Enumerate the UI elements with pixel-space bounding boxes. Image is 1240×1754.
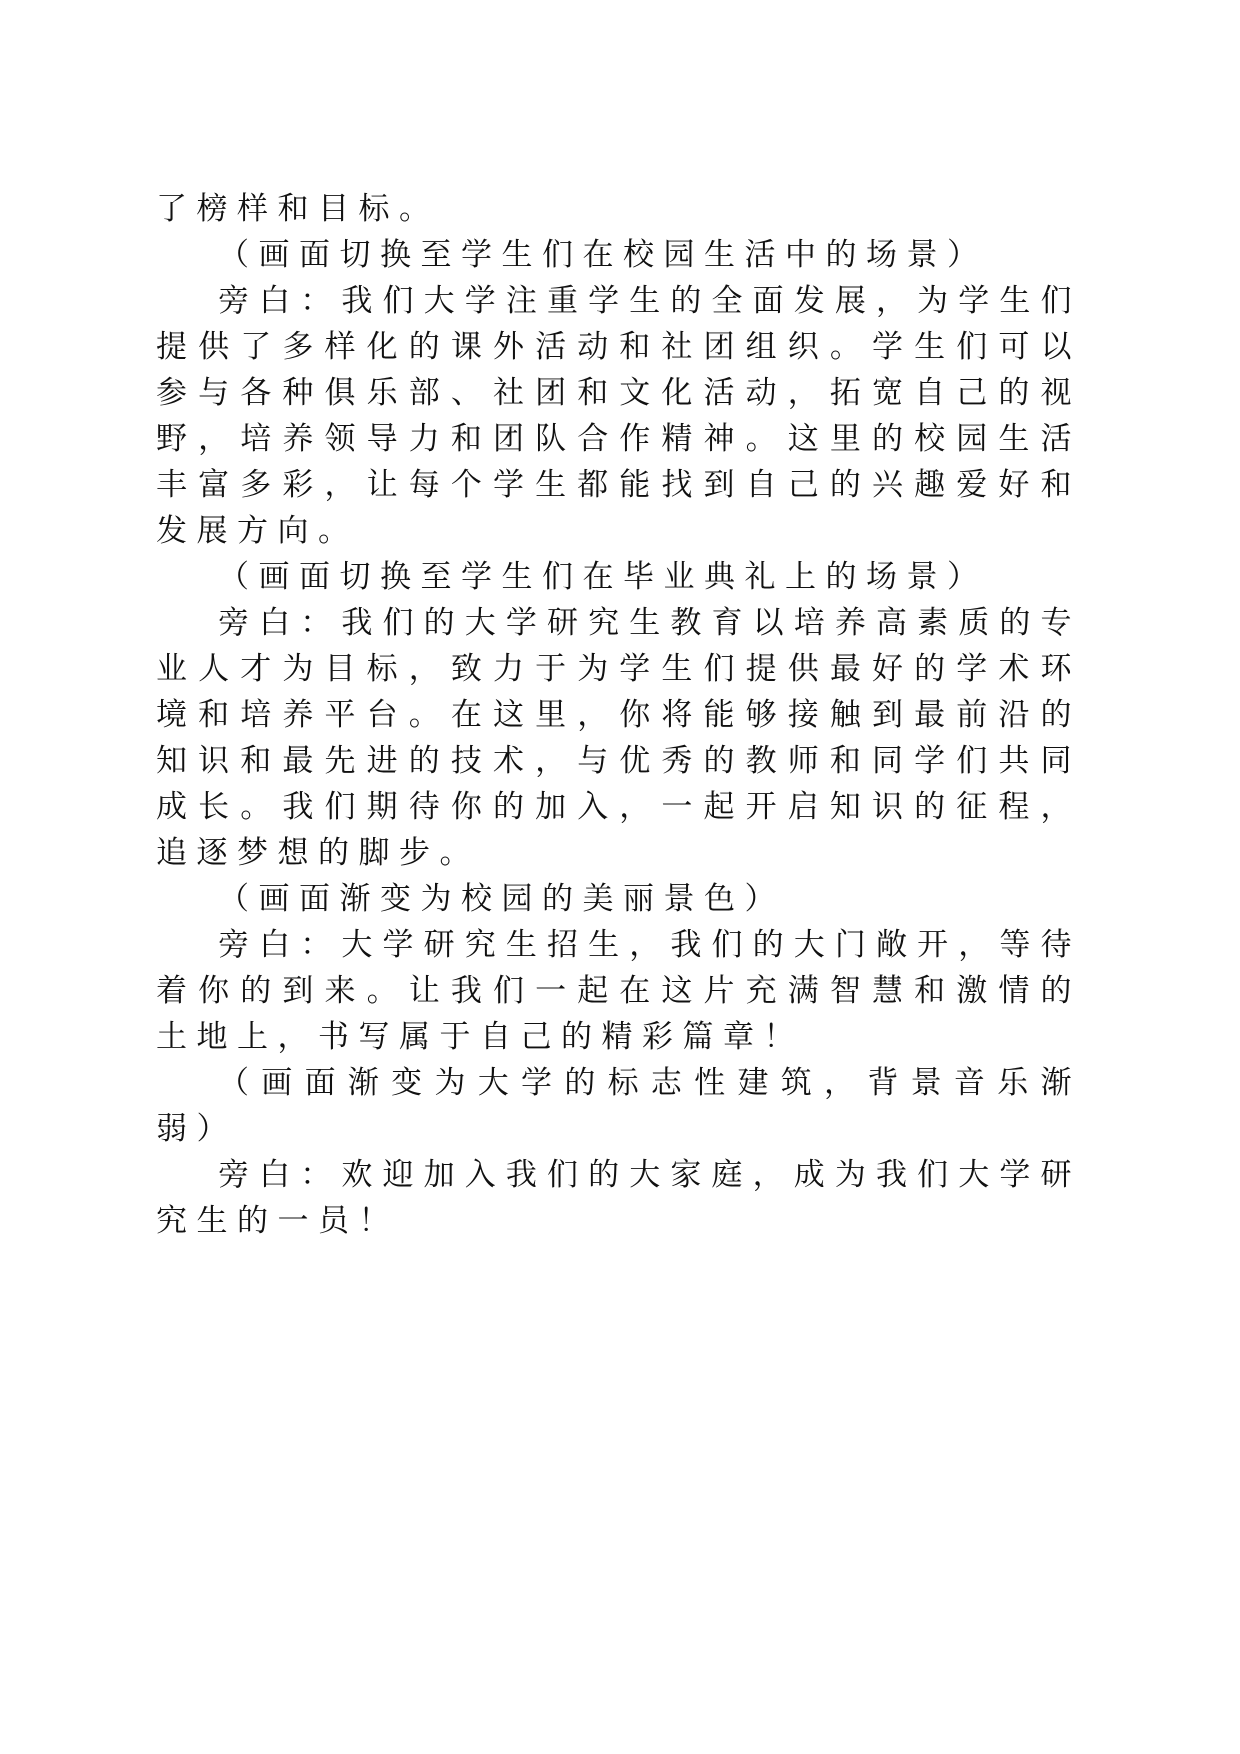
scene-cue-graduation: （画面切换至学生们在毕业典礼上的场景）: [218, 559, 988, 595]
scene-cue-landmark: （画面渐变为大学的标志性建筑，背景音乐渐弱）: [156, 1065, 1081, 1147]
document-body: [156, 186, 1081, 1244]
scene-cue-campus-life: （画面切换至学生们在校园生活中的场景）: [218, 237, 988, 273]
narration-paragraph-graduate-education: 旁白：我们的大学研究生教育以培养高素质的专业人才为目标，致力于为学生们提供最好的学术环境和培养平台。在这里，你将能够接触到最前沿的知识和最先进的技术，与优秀的教师和同学们共同成长。我们期待你的加入，一起开启知识的征程，追逐梦想的脚步。: [156, 605, 1081, 871]
scene-cue-campus-scenery: （画面渐变为校园的美丽景色）: [218, 881, 785, 917]
continuation-paragraph: 了榜样和目标。: [156, 191, 440, 227]
narration-paragraph-welcome: 旁白：欢迎加入我们的大家庭，成为我们大学研究生的一员！: [156, 1157, 1081, 1239]
narration-paragraph-campus-life: 旁白：我们大学注重学生的全面发展，为学生们提供了多样化的课外活动和社团组织。学生们可以参与各种俱乐部、社团和文化活动，拓宽自己的视野，培养领导力和团队合作精神。这里的校园生活丰富多彩，让每个学生都能找到自己的兴趣爱好和发展方向。: [156, 283, 1081, 549]
narration-paragraph-admissions: 旁白：大学研究生招生，我们的大门敞开，等待着你的到来。让我们一起在这片充满智慧和激情的土地上，书写属于自己的精彩篇章！: [156, 927, 1081, 1055]
